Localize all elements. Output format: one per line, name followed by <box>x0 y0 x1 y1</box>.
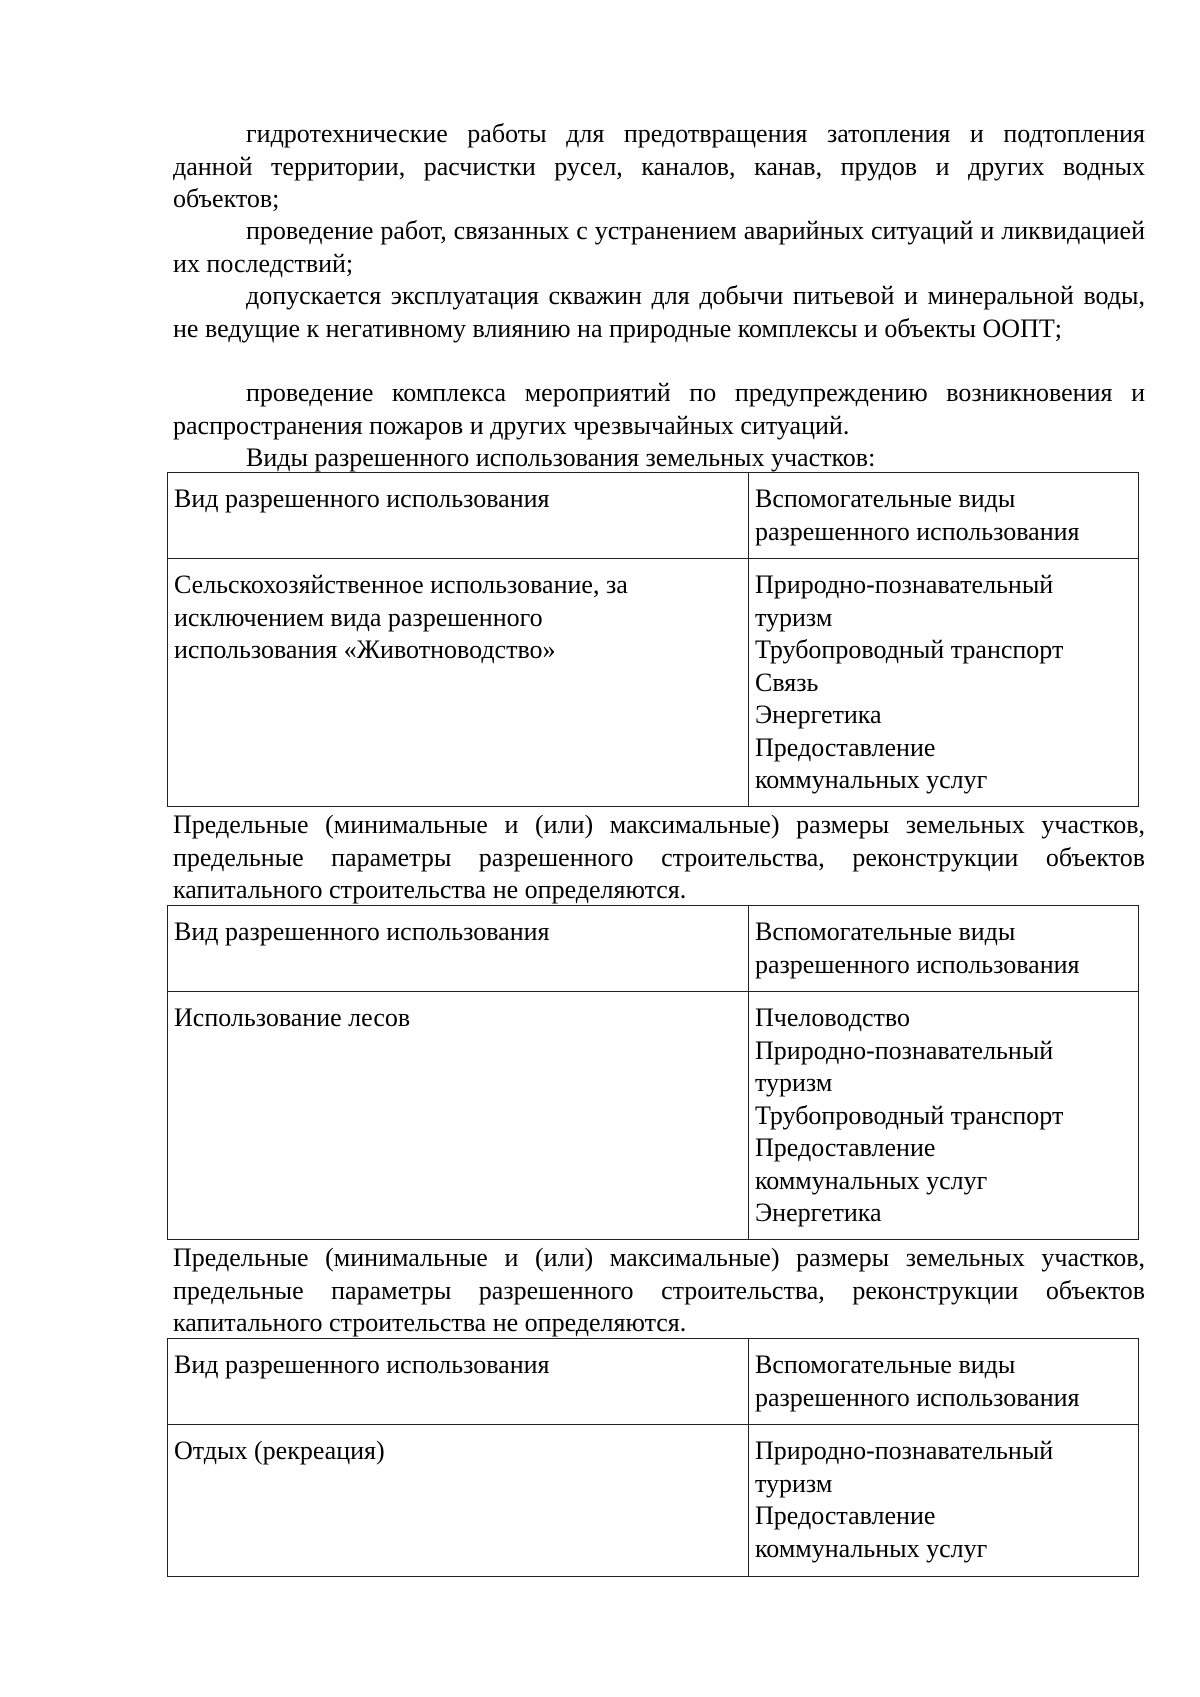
cell-line: Природно-познавательный <box>755 1035 1054 1065</box>
cell-main-use <box>168 559 749 807</box>
paragraph-limits-note-2: Предельные (минимальные и (или) максимальные) размеры земельных участков, предельные параметры разрешенного строительства, реконструкции объектов капитального строительства не определяются. <box>173 1243 1145 1337</box>
cell-main-use <box>168 992 749 1240</box>
paragraph-limits-note-1: Предельные (минимальные и (или) максимальные) размеры земельных участков, предельные параметры разрешенного строительства, реконструкции объектов капитального строительства не определяются. <box>173 810 1145 904</box>
table-header-row <box>168 906 1139 992</box>
cell-line: исключением вида разрешенного <box>174 602 543 632</box>
cell-line: туризм <box>755 1468 833 1498</box>
land-use-table-1 <box>167 472 1139 807</box>
paragraph-emergency-works: проведение работ, связанных с устранением аварийных ситуаций и ликвидацией их последствий; <box>173 216 1145 278</box>
header-cell-main-use <box>168 906 749 992</box>
cell-line: коммунальных услуг <box>755 1165 988 1195</box>
cell-line: Природно-познавательный <box>755 1436 1054 1465</box>
header-cell-main-use <box>168 473 749 559</box>
cell-line: Вид разрешенного использования <box>174 484 550 513</box>
table-header-row <box>168 473 1139 559</box>
cell-line: Трубопроводный транспорт <box>755 1100 1064 1130</box>
cell-line: Предоставление <box>755 732 936 762</box>
table-row <box>168 992 1139 1240</box>
cell-line: коммунальных услуг <box>755 765 988 794</box>
cell-line: Вид разрешенного использования <box>174 1350 550 1379</box>
cell-auxiliary-use <box>749 992 1139 1240</box>
cell-line: использования «Животноводство» <box>174 635 556 664</box>
cell-line: Энергетика <box>755 700 882 729</box>
cell-line: разрешенного использования <box>755 1382 1080 1412</box>
land-use-table-3 <box>167 1338 1139 1577</box>
cell-line: Связь <box>755 667 819 697</box>
paragraph-wells: допускается эксплуатация скважин для добычи питьевой и минеральной воды, не ведущие к негативному влиянию на природные комплексы и объекты ООПТ; <box>173 281 1145 343</box>
header-cell-main-use <box>168 1339 749 1425</box>
cell-line: Вспомогательные виды <box>755 484 1016 513</box>
cell-main-use <box>168 1425 749 1577</box>
cell-line: коммунальных услуг <box>755 1533 988 1563</box>
cell-line: Предоставление <box>755 1501 936 1530</box>
land-use-table-2 <box>167 905 1139 1240</box>
cell-line: Предоставление <box>755 1133 936 1162</box>
cell-line: Природно-познавательный <box>755 570 1054 599</box>
header-cell-auxiliary-use <box>749 906 1139 992</box>
cell-line: туризм <box>755 1068 833 1097</box>
cell-line: Вспомогательные виды <box>755 1350 1016 1379</box>
cell-line: Энергетика <box>755 1198 882 1227</box>
cell-line: разрешенного использования <box>755 516 1080 546</box>
cell-line: Вид разрешенного использования <box>174 917 550 946</box>
cell-auxiliary-use <box>749 559 1139 807</box>
paragraph-land-use-types: Виды разрешенного использования земельных участков: <box>246 443 876 472</box>
table-header-row <box>168 1339 1139 1425</box>
cell-line: разрешенного использования <box>755 949 1080 979</box>
cell-line: Вспомогательные виды <box>755 917 1016 946</box>
cell-line: Отдых (рекреация) <box>174 1436 385 1465</box>
paragraph-fire-prevention: проведение комплекса мероприятий по предупреждению возникновения и распространения пожаров и других чрезвычайных ситуаций. <box>173 378 1145 440</box>
table-row <box>168 559 1139 807</box>
paragraph-hydro-works: гидротехнические работы для предотвращения затопления и подтопления данной территории, расчистки русел, каналов, канав, прудов и других водных объектов; <box>173 119 1145 213</box>
header-cell-auxiliary-use <box>749 1339 1139 1425</box>
cell-line: Использование лесов <box>174 1003 411 1032</box>
header-cell-auxiliary-use <box>749 473 1139 559</box>
cell-line: Пчеловодство <box>755 1003 910 1032</box>
cell-line: туризм <box>755 602 833 632</box>
cell-line: Сельскохозяйственное использование, за <box>174 570 628 599</box>
cell-auxiliary-use <box>749 1425 1139 1577</box>
cell-line: Трубопроводный транспорт <box>755 635 1064 664</box>
table-row <box>168 1425 1139 1577</box>
